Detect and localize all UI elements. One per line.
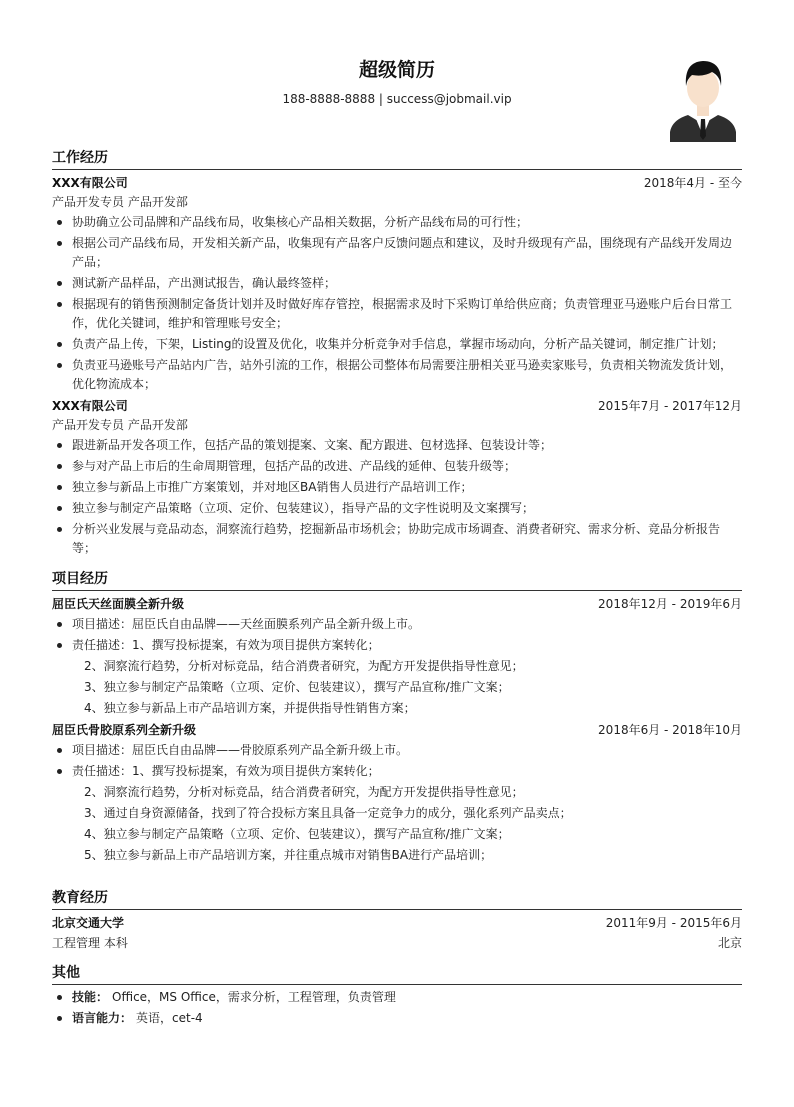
skills-value: Office，MS Office，需求分析，工程管理，负责管理 [112,990,396,1004]
project-date: 2018年12月 - 2019年6月 [598,597,742,611]
company-name: XXX有限公司 [52,399,128,413]
work-title: 工作经历 [52,148,742,170]
education-major: 工程管理 本科 [52,936,128,950]
resume-name: 超级简历 [358,59,435,81]
list-item: 根据现有的销售预测制定备货计划并及时做好库存管控，根据需求及时下采购订单给供应商；负责管理亚马逊账户后台日常工作，优化关键词，维护和管理账号安全； [52,295,742,333]
work-item [52,173,742,394]
list-item: 独立参与新品上市推广方案策划，并对地区BA销售人员进行产品培训工作； [52,478,742,497]
education-title: 教育经历 [52,888,742,910]
list-item: 责任描述：1、撰写投标提案，有效为项目提供方案转化； [52,636,742,655]
work-item [52,396,742,558]
list-item: 负责亚马逊账号产品站内广告，站外引流的工作，根据公司整体布局需要注册相关亚马逊卖家账号，负责相关物流发货计划，优化物流成本； [52,356,742,394]
avatar [668,52,738,142]
company-name: XXX有限公司 [52,176,128,190]
language-label: 语言能力： [72,1011,133,1025]
skills-item [52,988,742,1007]
language-value: 英语，cet-4 [136,1011,203,1025]
project-title: 项目经历 [52,569,742,591]
education-section [52,888,742,953]
project-item [52,594,742,718]
project-item [52,720,742,865]
list-item: 责任描述：1、撰写投标提案，有效为项目提供方案转化； [52,762,742,781]
list-item: 分析兴业发展与竞品动态，洞察流行趋势，挖掘新品市场机会；协助完成市场调查、消费者研究、需求分析、竞品分析报告等； [52,520,742,558]
work-date: 2015年7月 - 2017年12月 [598,399,742,413]
education-date: 2011年9月 - 2015年6月 [605,916,742,930]
project-name: 屈臣氏骨胶原系列全新升级 [52,723,197,737]
responsibility-line: 4、独立参与新品上市产品培训方案，并提供指导性销售方案； [84,701,416,715]
skills-label: 技能： [72,990,109,1004]
responsibility-line: 2、洞察流行趋势，分析对标竞品，结合消费者研究，为配方开发提供指导性意见； [84,785,524,799]
project-name: 屈臣氏天丝面膜全新升级 [52,597,185,611]
school-name: 北京交通大学 [52,916,125,930]
project-date: 2018年6月 - 2018年10月 [598,723,742,737]
work-date: 2018年4月 - 至今 [643,176,742,190]
list-item: 项目描述：屈臣氏自由品牌——天丝面膜系列产品全新升级上市。 [52,615,742,634]
education-city: 北京 [717,936,742,950]
contact-info: 188-8888-8888 | success@jobmail.vip [282,92,512,106]
work-section [52,148,742,560]
list-item: 参与对产品上市后的生命周期管理，包括产品的改进、产品线的延伸、包装升级等； [52,457,742,476]
responsibility-line: 2、洞察流行趋势，分析对标竞品，结合消费者研究，为配方开发提供指导性意见； [84,659,524,673]
list-item: 根据公司产品线布局，开发相关新产品，收集现有产品客户反馈问题点和建议，及时升级现有产品，围绕现有产品线开发周边产品； [52,234,742,272]
other-title: 其他 [52,963,742,985]
responsibility-line: 4、独立参与制定产品策略（立项、定价、包装建议），撰写产品宣称/推广文案； [84,827,510,841]
work-role: 产品开发专员 产品开发部 [52,195,188,209]
other-section [52,963,742,1030]
list-item: 跟进新品开发各项工作，包括产品的策划提案、文案、配方跟进、包材选择、包装设计等； [52,436,742,455]
responsibility-line: 5、独立参与新品上市产品培训方案，并往重点城市对销售BA进行产品培训； [84,848,493,862]
responsibility-line: 3、通过自身资源储备，找到了符合投标方案且具备一定竞争力的成分，强化系列产品卖点； [84,806,572,820]
list-item: 负责产品上传，下架，Listing的设置及优化，收集并分析竞争对手信息，掌握市场动向，分析产品关键词，制定推广计划； [52,335,742,354]
work-role: 产品开发专员 产品开发部 [52,418,188,432]
list-item: 独立参与制定产品策略（立项、定价、包装建议），指导产品的文字性说明及文案撰写； [52,499,742,518]
resume-page [52,0,742,1107]
responsibility-line: 3、独立参与制定产品策略（立项、定价、包装建议），撰写产品宣称/推广文案； [84,680,510,694]
list-item: 项目描述：屈臣氏自由品牌——骨胶原系列产品全新升级上市。 [52,741,742,760]
list-item: 测试新产品样品，产出测试报告，确认最终签样； [52,274,742,293]
language-item [52,1009,742,1028]
list-item: 协助确立公司品牌和产品线布局，收集核心产品相关数据，分析产品线布局的可行性； [52,213,742,232]
project-section [52,569,742,867]
